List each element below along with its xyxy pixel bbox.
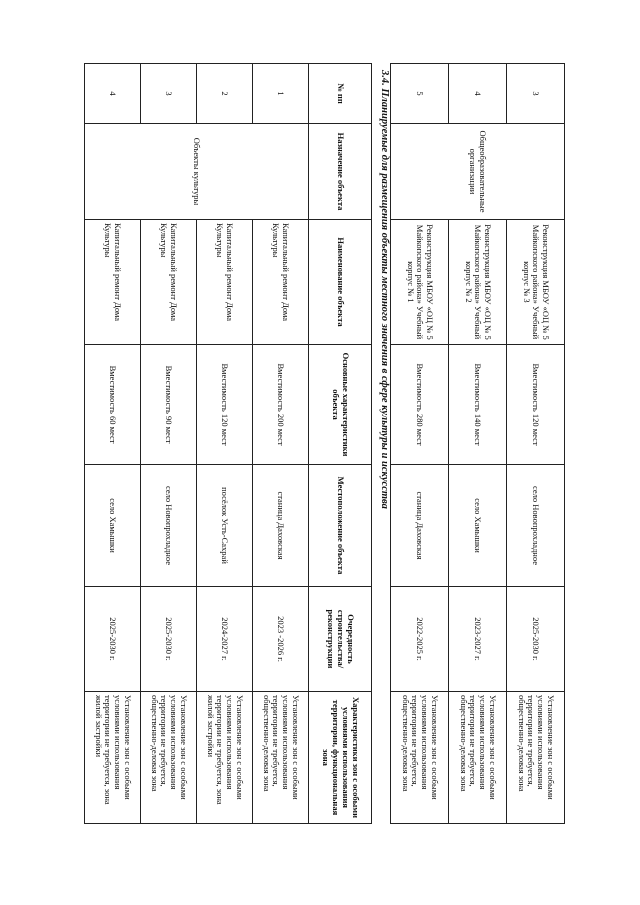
object-location: село Новопрохладное bbox=[507, 465, 565, 587]
object-name: Капитальный ремонт Дома Культуры bbox=[141, 220, 197, 345]
row-number: 5 bbox=[391, 64, 449, 124]
object-period: 2022-2025 г. bbox=[391, 587, 449, 692]
object-period: 2023-2027 г. bbox=[449, 587, 507, 692]
row-number: 2 bbox=[197, 64, 253, 124]
object-location: посёлок Усть-Сахрай bbox=[197, 465, 253, 587]
culture-table bbox=[84, 63, 372, 824]
object-name: Реконструкция МБОУ «ОЦ № 5 Майкопского района» Учебный корпус № 2 bbox=[449, 220, 507, 345]
object-location: село Новопрохладное bbox=[141, 465, 197, 587]
header-period: Очередность строительства/ реконструкции bbox=[309, 587, 372, 692]
object-period: 2023 -2026 г. bbox=[253, 587, 309, 692]
table-header-row bbox=[309, 64, 372, 824]
table-row bbox=[507, 64, 565, 824]
object-name: Реконструкция МБОУ «ОЦ № 5 Майкопского района» Учебный корпус № 3 bbox=[507, 220, 565, 345]
header-location: Местоположение объекта bbox=[309, 465, 372, 587]
object-zones: Установление зон с особыми условиями использования территории не требуется, общественно-деловая зона bbox=[507, 692, 565, 824]
object-period: 2025-2030 г. bbox=[85, 587, 141, 692]
row-number: 4 bbox=[85, 64, 141, 124]
object-characteristics: Вместимость 200 мест bbox=[253, 345, 309, 465]
object-period: 2024-2027 г. bbox=[197, 587, 253, 692]
object-characteristics: Вместимость 90 мест bbox=[141, 345, 197, 465]
section-title: 3.4. Планируемые для размещения объекты местного значения в сфере культуры и искусства bbox=[379, 70, 390, 509]
schools-table bbox=[390, 63, 565, 824]
object-name: Капитальный ремонт Дома Культуры bbox=[253, 220, 309, 345]
object-characteristics: Вместимость 60 мест bbox=[85, 345, 141, 465]
header-num: № пп bbox=[309, 64, 372, 124]
row-number: 3 bbox=[507, 64, 565, 124]
header-zones: Характеристики зон с особыми условиями использования территории, функциональная зона bbox=[309, 692, 372, 824]
object-zones: Установление зон с особыми условиями использования территории не требуется, общественно-деловая зона bbox=[391, 692, 449, 824]
object-name: Капитальный ремонт Дома Культуры bbox=[85, 220, 141, 345]
object-zones: Установление зон с особыми условиями использования территории не требуется, общественно-деловая зона bbox=[253, 692, 309, 824]
object-location: станица Даховская bbox=[253, 465, 309, 587]
table-row bbox=[253, 64, 309, 824]
object-location: село Хамышки bbox=[449, 465, 507, 587]
row-number: 4 bbox=[449, 64, 507, 124]
object-zones: Установление зон с особыми условиями использования территории не требуется, зона жилой застройки bbox=[197, 692, 253, 824]
object-name: Реконструкция МБОУ «ОЦ № 5 Майкопского района» Учебный корпус № 1 bbox=[391, 220, 449, 345]
object-zones: Установление зон с особыми условиями использования территории не требуется, зона жилой застройки bbox=[85, 692, 141, 824]
category-cell: Объекты культуры bbox=[85, 124, 309, 220]
row-number: 1 bbox=[253, 64, 309, 124]
object-period: 2025-2030 г. bbox=[507, 587, 565, 692]
object-characteristics: Вместимость 140 мест bbox=[449, 345, 507, 465]
object-zones: Установление зон с особыми условиями использования территории не требуется, общественно-деловая зона bbox=[449, 692, 507, 824]
object-characteristics: Вместимость 120 мест bbox=[197, 345, 253, 465]
object-characteristics: Вместимость 280 мест bbox=[391, 345, 449, 465]
header-characteristics: Основные характеристики объекта bbox=[309, 345, 372, 465]
row-number: 3 bbox=[141, 64, 197, 124]
header-name: Наименование объекта bbox=[309, 220, 372, 345]
object-name: Капитальный ремонт Дома Культуры bbox=[197, 220, 253, 345]
object-characteristics: Вместимость 120 мест bbox=[507, 345, 565, 465]
object-location: село Хамышки bbox=[85, 465, 141, 587]
header-purpose: Назначение объекта bbox=[309, 124, 372, 220]
object-location: станица Даховская bbox=[391, 465, 449, 587]
object-period: 2025-2030 г. bbox=[141, 587, 197, 692]
object-zones: Установление зон с особыми условиями использования территории не требуется, общественно-деловая зона bbox=[141, 692, 197, 824]
category-cell: Общеобразовательные организации bbox=[391, 124, 565, 220]
